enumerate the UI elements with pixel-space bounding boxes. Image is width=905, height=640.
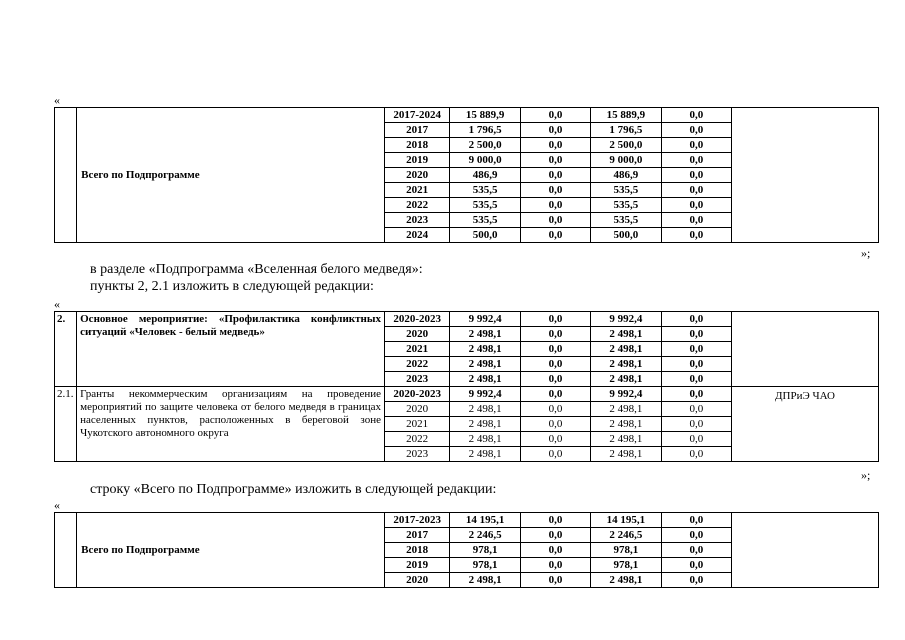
value-cell: 0,0 xyxy=(661,153,731,168)
value-cell: 2017-2023 xyxy=(384,513,449,528)
value-cell: 2020 xyxy=(384,573,449,588)
section-paragraph: в разделе «Подпрограмма «Вселенная белого медведя»: xyxy=(90,262,423,277)
value-cell: 0,0 xyxy=(520,417,590,432)
item-description: Основное мероприятие: «Профилактика конфликтных ситуаций «Человек - белый медведь» xyxy=(77,312,385,387)
value-cell: 15 889,9 xyxy=(591,108,661,123)
value-cell: 0,0 xyxy=(661,168,731,183)
value-cell: 0,0 xyxy=(520,372,590,387)
value-cell: 978,1 xyxy=(450,558,520,573)
value-cell: 0,0 xyxy=(520,183,590,198)
value-cell: 0,0 xyxy=(520,513,590,528)
value-cell: 2021 xyxy=(384,183,449,198)
value-cell: 9 992,4 xyxy=(450,387,520,402)
value-cell: 14 195,1 xyxy=(591,513,661,528)
value-cell: 0,0 xyxy=(661,183,731,198)
value-cell: 15 889,9 xyxy=(450,108,520,123)
value-cell: 2 498,1 xyxy=(450,327,520,342)
value-cell: 2 246,5 xyxy=(591,528,661,543)
value-cell: 2019 xyxy=(384,153,449,168)
value-cell: 2020 xyxy=(384,402,449,417)
value-cell: 0,0 xyxy=(520,387,590,402)
value-cell: 0,0 xyxy=(661,387,731,402)
value-cell: 0,0 xyxy=(520,558,590,573)
value-cell: 0,0 xyxy=(520,108,590,123)
total-label: Всего по Подпрограмме xyxy=(77,108,385,243)
value-cell: 2023 xyxy=(384,213,449,228)
value-cell: 2017 xyxy=(384,528,449,543)
value-cell: 2023 xyxy=(384,372,449,387)
item-description: Гранты некоммерческим организациям на проведение мероприятий по защите человека от белого медведя в границах населенных пунктов, расположенных в береговой зоне Чукотского автономного округа xyxy=(77,387,385,462)
value-cell: 535,5 xyxy=(591,183,661,198)
value-cell: 0,0 xyxy=(661,198,731,213)
table-row xyxy=(55,513,879,528)
value-cell: 500,0 xyxy=(450,228,520,243)
value-cell: 0,0 xyxy=(661,402,731,417)
value-cell: 0,0 xyxy=(661,228,731,243)
value-cell: 9 992,4 xyxy=(591,312,661,327)
value-cell: 2021 xyxy=(384,342,449,357)
value-cell: 978,1 xyxy=(450,543,520,558)
value-cell: 1 796,5 xyxy=(450,123,520,138)
value-cell: 0,0 xyxy=(520,447,590,462)
value-cell: 2 246,5 xyxy=(450,528,520,543)
value-cell: 2 498,1 xyxy=(591,357,661,372)
value-cell: 0,0 xyxy=(520,138,590,153)
open-quote: « xyxy=(54,498,60,512)
responsible-cell xyxy=(732,108,879,243)
value-cell: 2 498,1 xyxy=(591,402,661,417)
value-cell: 2 498,1 xyxy=(450,372,520,387)
value-cell: 2 498,1 xyxy=(591,372,661,387)
value-cell: 0,0 xyxy=(520,228,590,243)
value-cell: 0,0 xyxy=(661,327,731,342)
item-number: 2. xyxy=(55,312,77,387)
value-cell: 2018 xyxy=(384,138,449,153)
value-cell: 0,0 xyxy=(661,447,731,462)
number-cell xyxy=(55,108,77,243)
responsible-cell xyxy=(732,312,879,387)
value-cell: 0,0 xyxy=(520,168,590,183)
value-cell: 2 498,1 xyxy=(450,432,520,447)
value-cell: 2 498,1 xyxy=(591,342,661,357)
close-quote: »; xyxy=(861,246,871,260)
responsible-cell xyxy=(732,513,879,588)
instruction-paragraph: пункты 2, 2.1 изложить в следующей редакции: xyxy=(90,279,374,294)
value-cell: 0,0 xyxy=(520,213,590,228)
value-cell: 0,0 xyxy=(661,543,731,558)
value-cell: 2020 xyxy=(384,168,449,183)
value-cell: 0,0 xyxy=(520,573,590,588)
value-cell: 9 000,0 xyxy=(591,153,661,168)
value-cell: 978,1 xyxy=(591,558,661,573)
value-cell: 535,5 xyxy=(450,183,520,198)
value-cell: 2020-2023 xyxy=(384,387,449,402)
value-cell: 0,0 xyxy=(520,543,590,558)
value-cell: 2 498,1 xyxy=(591,327,661,342)
value-cell: 0,0 xyxy=(661,213,731,228)
value-cell: 2024 xyxy=(384,228,449,243)
table-row xyxy=(55,387,879,402)
value-cell: 2 498,1 xyxy=(450,357,520,372)
value-cell: 0,0 xyxy=(661,342,731,357)
value-cell: 2020-2023 xyxy=(384,312,449,327)
subprogram-total-table xyxy=(54,107,879,243)
value-cell: 535,5 xyxy=(591,213,661,228)
value-cell: 0,0 xyxy=(520,123,590,138)
table-row xyxy=(55,312,879,327)
value-cell: 2018 xyxy=(384,543,449,558)
value-cell: 2 498,1 xyxy=(450,417,520,432)
value-cell: 0,0 xyxy=(520,402,590,417)
value-cell: 0,0 xyxy=(661,138,731,153)
instruction-paragraph-2: строку «Всего по Подпрограмме» изложить в следующей редакции: xyxy=(90,482,497,497)
value-cell: 2017 xyxy=(384,123,449,138)
value-cell: 0,0 xyxy=(520,528,590,543)
value-cell: 0,0 xyxy=(520,153,590,168)
value-cell: 14 195,1 xyxy=(450,513,520,528)
value-cell: 0,0 xyxy=(661,528,731,543)
value-cell: 978,1 xyxy=(591,543,661,558)
number-cell xyxy=(55,513,77,588)
total-label: Всего по Подпрограмме xyxy=(77,513,385,588)
value-cell: 500,0 xyxy=(591,228,661,243)
value-cell: 9 000,0 xyxy=(450,153,520,168)
value-cell: 0,0 xyxy=(661,513,731,528)
value-cell: 0,0 xyxy=(661,417,731,432)
value-cell: 2019 xyxy=(384,558,449,573)
activities-table xyxy=(54,311,879,462)
value-cell: 2022 xyxy=(384,432,449,447)
value-cell: 0,0 xyxy=(661,123,731,138)
value-cell: 2 498,1 xyxy=(450,447,520,462)
value-cell: 2 498,1 xyxy=(591,432,661,447)
value-cell: 0,0 xyxy=(520,342,590,357)
close-quote: »; xyxy=(861,468,871,482)
value-cell: 2 498,1 xyxy=(450,402,520,417)
value-cell: 2020 xyxy=(384,327,449,342)
value-cell: 2 500,0 xyxy=(450,138,520,153)
value-cell: 0,0 xyxy=(661,432,731,447)
value-cell: 2021 xyxy=(384,417,449,432)
value-cell: 2022 xyxy=(384,357,449,372)
value-cell: 0,0 xyxy=(661,357,731,372)
value-cell: 2023 xyxy=(384,447,449,462)
open-quote: « xyxy=(54,297,60,311)
value-cell: 535,5 xyxy=(591,198,661,213)
value-cell: 0,0 xyxy=(520,357,590,372)
value-cell: 0,0 xyxy=(520,198,590,213)
table-row xyxy=(55,108,879,123)
value-cell: 0,0 xyxy=(661,312,731,327)
value-cell: 2 500,0 xyxy=(591,138,661,153)
value-cell: 535,5 xyxy=(450,213,520,228)
responsible-cell: ДПРиЭ ЧАО xyxy=(732,387,879,462)
value-cell: 9 992,4 xyxy=(591,387,661,402)
value-cell: 2017-2024 xyxy=(384,108,449,123)
value-cell: 2 498,1 xyxy=(591,417,661,432)
value-cell: 0,0 xyxy=(520,312,590,327)
value-cell: 0,0 xyxy=(661,573,731,588)
value-cell: 0,0 xyxy=(520,327,590,342)
value-cell: 0,0 xyxy=(520,432,590,447)
value-cell: 2 498,1 xyxy=(591,447,661,462)
value-cell: 2 498,1 xyxy=(591,573,661,588)
value-cell: 486,9 xyxy=(591,168,661,183)
value-cell: 2022 xyxy=(384,198,449,213)
value-cell: 535,5 xyxy=(450,198,520,213)
value-cell: 0,0 xyxy=(661,558,731,573)
value-cell: 9 992,4 xyxy=(450,312,520,327)
value-cell: 486,9 xyxy=(450,168,520,183)
value-cell: 2 498,1 xyxy=(450,573,520,588)
subprogram-total-table-new xyxy=(54,512,879,588)
item-number: 2.1. xyxy=(55,387,77,462)
open-quote: « xyxy=(54,93,60,107)
value-cell: 0,0 xyxy=(661,372,731,387)
value-cell: 2 498,1 xyxy=(450,342,520,357)
value-cell: 0,0 xyxy=(661,108,731,123)
value-cell: 1 796,5 xyxy=(591,123,661,138)
